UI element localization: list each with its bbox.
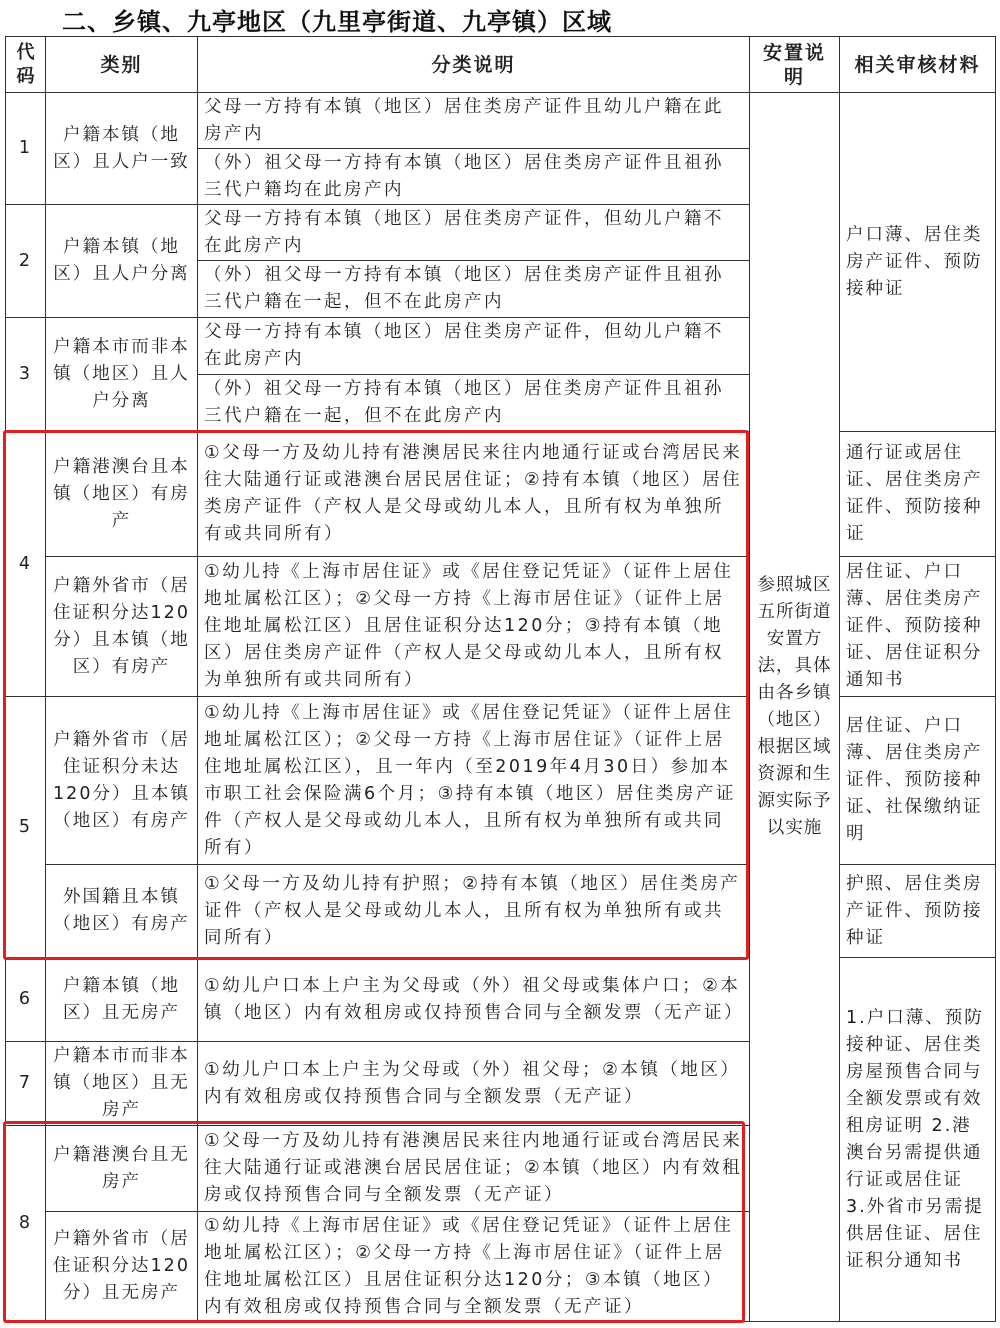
row-description: ①父母一方及幼儿持有护照；②持有本镇（地区）居住类房产证件（产权人是父母或幼儿本人，且所有权为单独所有或共同所有） xyxy=(198,865,750,958)
row-description: ①幼儿户口本上户主为父母或（外）祖父母；②本镇（地区）内有效租房或仅持预售合同与全额发票（无产证） xyxy=(198,1042,750,1126)
row-description: 父母一方持有本镇（地区）居住类房产证件，但幼儿户籍不在此房产内 xyxy=(198,205,750,261)
row-category: 户籍本市而非本镇（地区）且无房产 xyxy=(46,1042,198,1126)
row-description: ①幼儿户口本上户主为父母或（外）祖父母或集体户口；②本镇（地区）内有效租房或仅持预售合同与全额发票（无产证） xyxy=(198,958,750,1042)
placement-note: 参照城区五所街道安置方法，具体由各乡镇（地区）根据区域资源和生源实际予以实施 xyxy=(750,93,840,1322)
row-category: 户籍外省市（居住证积分达120分）且本镇（地区）有房产 xyxy=(46,557,198,697)
page-title: 二、乡镇、九亭地区（九里亭街道、九亭镇）区域 xyxy=(62,8,612,36)
row-description: （外）祖父母一方持有本镇（地区）居住类房产证件且祖孙三代户籍在一起，但不在此房产内 xyxy=(198,261,750,318)
row-code: 5 xyxy=(6,697,46,958)
row-category: 户籍港澳台且无房产 xyxy=(46,1126,198,1212)
row-category: 户籍港澳台且本镇（地区）有房产 xyxy=(46,432,198,557)
row-description: ①幼儿持《上海市居住证》或《居住登记凭证》（证件上居住地址属松江区）；②父母一方持《上海市居住证》（证件上居住地址属松江区），且一年内（至2019年4月30日）参加本市职工社会保险满6个月；③持有本镇（地区）居住类房产证件（产权人是父母或幼儿本人，且所有权为单独所有或共同所有） xyxy=(198,697,750,865)
table-header xyxy=(6,37,996,93)
row-category: 户籍本镇（地区）且人户一致 xyxy=(46,93,198,205)
row-category: 外国籍且本镇（地区）有房产 xyxy=(46,865,198,958)
row-materials: 护照、居住类房产证件、预防接种证 xyxy=(840,865,996,958)
row-description: ①幼儿持《上海市居住证》或《居住登记凭证》（证件上居住地址属松江区）；②父母一方持《上海市居住证》（证件上居住地址属松江区）且居住证积分达120分；③持有本镇（地区）居住类房产证件（产权人是父母或幼儿本人，且所有权为单独所有或共同所有） xyxy=(198,557,750,697)
row-description: ①幼儿持《上海市居住证》或《居住登记凭证》（证件上居住地址属松江区）；②父母一方持《上海市居住证》（证件上居住地址属松江区）且居住证积分达120分；③本镇（地区）内有效租房或仅持预售合同与全额发票（无产证） xyxy=(198,1212,750,1322)
row-category: 户籍外省市（居住证积分达120分）且无房产 xyxy=(46,1212,198,1322)
row-code: 3 xyxy=(6,318,46,432)
row-description: （外）祖父母一方持有本镇（地区）居住类房产证件且祖孙三代户籍在一起，但不在此房产内 xyxy=(198,375,750,432)
row-category: 户籍本镇（地区）且人户分离 xyxy=(46,205,198,318)
row-description: （外）祖父母一方持有本镇（地区）居住类房产证件且祖孙三代户籍均在此房产内 xyxy=(198,149,750,205)
table-row xyxy=(6,93,996,149)
header-placement: 安置说明 xyxy=(750,37,840,93)
highlight-box-rows-4-5 xyxy=(3,430,749,960)
header-code: 代码 xyxy=(6,37,46,93)
row-category: 户籍外省市（居住证积分未达120分）且本镇（地区）有房产 xyxy=(46,697,198,865)
row-materials: 1.户口薄、预防接种证、居住类房屋预售合同与全额发票或有效租房证明 2.港澳台另需提供通行证或居住证 3.外省市另需提供居住证、居住证积分通知书 xyxy=(840,958,996,1322)
header-materials: 相关审核材料 xyxy=(840,37,996,93)
row-description: ①父母一方及幼儿持有港澳居民来往内地通行证或台湾居民来往大陆通行证或港澳台居民居住证；②本镇（地区）内有效租房或仅持预售合同与全额发票（无产证） xyxy=(198,1126,750,1212)
highlight-box-row-8 xyxy=(3,1121,745,1323)
row-description: ①父母一方及幼儿持有港澳居民来往内地通行证或台湾居民来往大陆通行证或港澳台居民居住证；②持有本镇（地区）居住类房产证件（产权人是父母或幼儿本人，且所有权为单独所有或共同所有） xyxy=(198,432,750,557)
row-code: 1 xyxy=(6,93,46,205)
row-materials: 通行证或居住证、居住类房产证件、预防接种证 xyxy=(840,432,996,557)
row-description: 父母一方持有本镇（地区）居住类房产证件，但幼儿户籍不在此房产内 xyxy=(198,318,750,375)
row-code: 8 xyxy=(6,1126,46,1322)
row-description: 父母一方持有本镇（地区）居住类房产证件且幼儿户籍在此房产内 xyxy=(198,93,750,149)
table-row xyxy=(6,958,996,1042)
row-category: 户籍本市而非本镇（地区）且人户分离 xyxy=(46,318,198,432)
row-materials: 户口薄、居住类房产证件、预防接种证 xyxy=(840,93,996,432)
row-code: 4 xyxy=(6,432,46,697)
row-materials: 居住证、户口薄、居住类房产证件、预防接种证、居住证积分通知书 xyxy=(840,557,996,697)
row-materials: 居住证、户口薄、居住类房产证件、预防接种证、社保缴纳证明 xyxy=(840,697,996,865)
row-code: 2 xyxy=(6,205,46,318)
row-code: 7 xyxy=(6,1042,46,1126)
header-description: 分类说明 xyxy=(198,37,750,93)
row-category: 户籍本镇（地区）且无房产 xyxy=(46,958,198,1042)
header-category: 类别 xyxy=(46,37,198,93)
row-code: 6 xyxy=(6,958,46,1042)
